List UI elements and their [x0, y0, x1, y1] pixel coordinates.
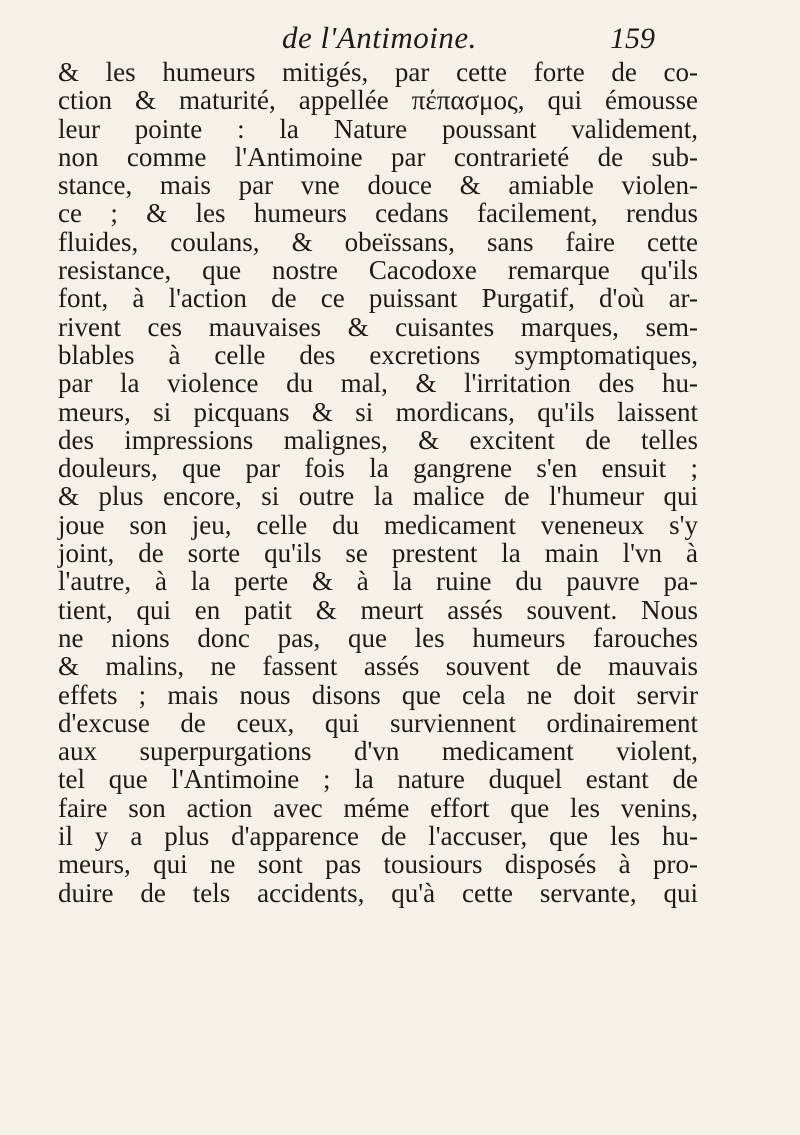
text-line: & malins, ne fassent assés souvent de mauvais	[58, 651, 698, 682]
text-line: ce ; & les humeurs cedans facilement, rendus	[58, 198, 698, 229]
text-line: rivent ces mauvaises & cuisantes marques, sem-	[58, 311, 698, 342]
text-line: des impressions malignes, & excitent de telles	[58, 424, 698, 455]
body-text	[58, 58, 698, 907]
text-line: faire son action avec méme effort que les venins,	[58, 792, 698, 823]
text-line: tient, qui en patit & meurt assés souvent. Nous	[58, 594, 698, 625]
text-line: meurs, qui ne sont pas tousiours disposés à pro-	[58, 849, 698, 880]
text-line: ction & maturité, appellée πέπασμος, qui émousse	[58, 85, 698, 116]
text-line: douleurs, que par fois la gangrene s'en ensuit ;	[58, 453, 698, 484]
text-line: & plus encore, si outre la malice de l'humeur qui	[58, 481, 698, 512]
text-line: ne nions donc pas, que les humeurs farouches	[58, 622, 698, 653]
text-line: effets ; mais nous disons que cela ne doit servir	[58, 679, 698, 710]
text-line: joint, de sorte qu'ils se prestent la main l'vn à	[58, 538, 698, 569]
text-line: fluides, coulans, & obeïssans, sans faire cette	[58, 226, 698, 257]
text-line: leur pointe : la Nature poussant validement,	[58, 113, 698, 144]
text-line: resistance, que nostre Cacodoxe remarque qu'ils	[58, 255, 698, 286]
text-line: & les humeurs mitigés, par cette forte de co-	[58, 57, 698, 87]
text-line: l'autre, à la perte & à la ruine du pauvre pa-	[58, 566, 698, 597]
text-line: blables à celle des excretions symptomatiques,	[58, 339, 698, 370]
text-line: duire de tels accidents, qu'à cette servante, qui	[58, 877, 698, 908]
text-line: meurs, si picquans & si mordicans, qu'ils laissent	[58, 396, 698, 427]
text-line: d'excuse de ceux, qui surviennent ordinairement	[58, 707, 698, 738]
page-number: 159	[610, 22, 655, 55]
text-line: font, à l'action de ce puissant Purgatif, d'où ar-	[58, 283, 698, 314]
text-line: stance, mais par vne douce & amiable violen-	[58, 170, 698, 201]
text-line: aux superpurgations d'vn medicament violent,	[58, 736, 698, 767]
text-line: joue son jeu, celle du medicament veneneux s'y	[58, 509, 698, 540]
text-line: par la violence du mal, & l'irritation des hu-	[58, 368, 698, 399]
text-line: il y a plus d'apparence de l'accuser, que les hu-	[58, 821, 698, 852]
running-title: de l'Antimoine.	[282, 20, 477, 55]
text-line: tel que l'Antimoine ; la nature duquel estant de	[58, 764, 698, 795]
text-line: non comme l'Antimoine par contrarieté de sub-	[58, 141, 698, 172]
